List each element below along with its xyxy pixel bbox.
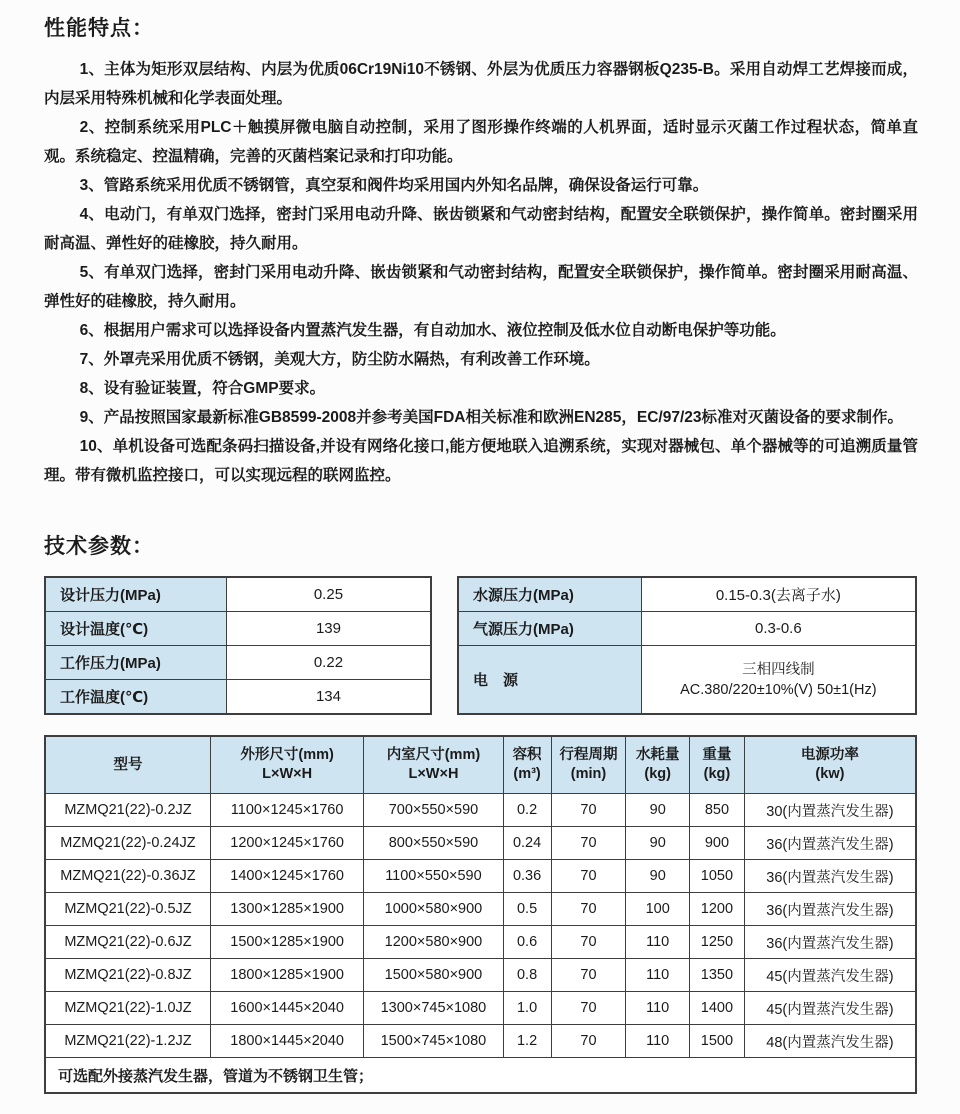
param-label: 工作压力(MPa)	[45, 646, 226, 680]
model-table-row	[45, 1025, 916, 1058]
param-row-power	[458, 646, 916, 715]
model-table-cell: MZMQ21(22)-1.2JZ	[45, 1025, 210, 1058]
model-table-cell: 110	[626, 1025, 690, 1058]
model-table-cell: 1300×745×1080	[364, 992, 503, 1025]
model-table-cell: 70	[551, 893, 626, 926]
param-value-power	[641, 646, 916, 715]
model-table-header-cell: 重量 (kg)	[689, 736, 744, 794]
model-table-cell: 70	[551, 794, 626, 827]
power-value-line-2: AC.380/220±10%(V) 50±1(Hz)	[680, 681, 877, 698]
feature-item-9: 9、产品按照国家最新标准GB8599-2008并参考美国FDA相关标准和欧洲EN285，EC/97/23标准对灭菌设备的要求制作。	[79, 409, 904, 426]
param-label: 电 源	[458, 646, 641, 715]
param-value: 0.3-0.6	[641, 612, 916, 646]
param-row	[45, 612, 431, 646]
model-table-footnote: 可选配外接蒸汽发生器，管道为不锈钢卫生管；	[45, 1058, 916, 1094]
model-table-cell: 70	[551, 992, 626, 1025]
model-table-cell: 70	[551, 959, 626, 992]
model-table-cell: 110	[626, 992, 690, 1025]
model-table-cell: 1500	[689, 1025, 744, 1058]
model-table-cell: 36(内置蒸汽发生器)	[744, 860, 916, 893]
model-table-row	[45, 794, 916, 827]
model-table-cell: 0.36	[503, 860, 551, 893]
param-value: 0.22	[226, 646, 431, 680]
model-table-header-cell: 行程周期 (min)	[551, 736, 626, 794]
param-label: 设计温度(℃)	[45, 612, 226, 646]
model-table-header-cell: 水耗量 (kg)	[626, 736, 690, 794]
param-tables	[44, 576, 918, 715]
model-table-cell: 48(内置蒸汽发生器)	[744, 1025, 916, 1058]
model-table-row	[45, 860, 916, 893]
model-table-cell: 1100×1245×1760	[210, 794, 363, 827]
model-table-row	[45, 893, 916, 926]
param-row	[458, 612, 916, 646]
model-table-cell: 1050	[689, 860, 744, 893]
model-table-header-row	[45, 736, 916, 794]
model-table-cell: 1500×580×900	[364, 959, 503, 992]
param-label: 气源压力(MPa)	[458, 612, 641, 646]
param-value: 139	[226, 612, 431, 646]
model-table-cell: MZMQ21(22)-0.6JZ	[45, 926, 210, 959]
model-table-cell: 90	[626, 860, 690, 893]
features-heading: 性能特点：	[44, 17, 154, 40]
model-table-cell: MZMQ21(22)-0.24JZ	[45, 827, 210, 860]
model-table-footnote-row	[45, 1058, 916, 1094]
model-table-cell: 70	[551, 926, 626, 959]
model-table-row	[45, 959, 916, 992]
model-table-header-cell: 电源功率 (kw)	[744, 736, 916, 794]
model-table-cell: 1400	[689, 992, 744, 1025]
model-table-cell: 1250	[689, 926, 744, 959]
model-table-cell: MZMQ21(22)-0.8JZ	[45, 959, 210, 992]
param-row	[45, 680, 431, 715]
feature-item-1: 1、主体为矩形双层结构、内层为优质06Cr19Ni10不锈钢、外层为优质压力容器钢板Q235-B。采用自动焊工艺焊接而成，内层采用特殊机械和化学表面处理。	[44, 61, 918, 107]
model-table-cell: MZMQ21(22)-0.2JZ	[45, 794, 210, 827]
model-table-header-cell: 外形尺寸(mm) L×W×H	[210, 736, 363, 794]
model-table-cell: 70	[551, 827, 626, 860]
model-table-cell: 1800×1285×1900	[210, 959, 363, 992]
power-value-line-1: 三相四线制	[742, 661, 815, 678]
feature-item-8: 8、设有验证装置，符合GMP要求。	[79, 380, 326, 397]
model-table-cell: 30(内置蒸汽发生器)	[744, 794, 916, 827]
model-table-cell: 0.8	[503, 959, 551, 992]
model-table-cell: MZMQ21(22)-1.0JZ	[45, 992, 210, 1025]
feature-item-2: 2、控制系统采用PLC＋触摸屏微电脑自动控制，采用了图形操作终端的人机界面，适时显示灭菌工作过程状态，简单直观。系统稳定、控温精确，完善的灭菌档案记录和打印功能。	[44, 119, 918, 165]
model-table-cell: 1500×1285×1900	[210, 926, 363, 959]
model-table-cell: MZMQ21(22)-0.36JZ	[45, 860, 210, 893]
model-table-cell: 0.24	[503, 827, 551, 860]
model-table-cell: 70	[551, 860, 626, 893]
model-table-cell: 1.0	[503, 992, 551, 1025]
model-spec-table	[44, 735, 917, 1094]
model-table-cell: 36(内置蒸汽发生器)	[744, 893, 916, 926]
model-table-cell: 1200×580×900	[364, 926, 503, 959]
model-table-cell: 1600×1445×2040	[210, 992, 363, 1025]
model-table-cell: 1500×745×1080	[364, 1025, 503, 1058]
param-table-left	[44, 576, 432, 715]
model-table-cell: 1350	[689, 959, 744, 992]
model-table-row	[45, 992, 916, 1025]
model-table-cell: 70	[551, 1025, 626, 1058]
param-row	[45, 646, 431, 680]
model-table-cell: 36(内置蒸汽发生器)	[744, 827, 916, 860]
model-table-cell: 1000×580×900	[364, 893, 503, 926]
model-table-header-cell: 型号	[45, 736, 210, 794]
model-table-cell: 700×550×590	[364, 794, 503, 827]
model-table-cell: 90	[626, 827, 690, 860]
model-table-cell: 110	[626, 926, 690, 959]
feature-item-4: 4、电动门，有单双门选择，密封门采用电动升降、嵌齿锁紧和气动密封结构，配置安全联锁保护，操作简单。密封圈采用耐高温、弹性好的硅橡胶，持久耐用。	[44, 206, 918, 252]
feature-item-10: 10、单机设备可选配条码扫描设备,并设有网络化接口,能方便地联入追溯系统，实现对器械包、单个器械等的可追溯质量管理。带有微机监控接口，可以实现远程的联网监控。	[44, 438, 918, 484]
model-table-cell: 1400×1245×1760	[210, 860, 363, 893]
model-table-cell: 800×550×590	[364, 827, 503, 860]
param-label: 水源压力(MPa)	[458, 577, 641, 612]
features-list	[44, 55, 918, 490]
param-value: 0.15-0.3(去离子水)	[641, 577, 916, 612]
model-table-cell: 1800×1445×2040	[210, 1025, 363, 1058]
model-table-cell: MZMQ21(22)-0.5JZ	[45, 893, 210, 926]
model-table-cell: 110	[626, 959, 690, 992]
model-table-cell: 100	[626, 893, 690, 926]
model-table-cell: 36(内置蒸汽发生器)	[744, 926, 916, 959]
feature-item-5: 5、有单双门选择，密封门采用电动升降、嵌齿锁紧和气动密封结构，配置安全联锁保护，操作简单。密封圈采用耐高温、弹性好的硅橡胶，持久耐用。	[44, 264, 918, 310]
model-table-cell: 0.5	[503, 893, 551, 926]
model-table-cell: 1200	[689, 893, 744, 926]
feature-item-3: 3、管路系统采用优质不锈钢管，真空泵和阀件均采用国内外知名品牌，确保设备运行可靠。	[79, 177, 709, 194]
model-table-cell: 1.2	[503, 1025, 551, 1058]
model-table-cell: 850	[689, 794, 744, 827]
model-table-header-cell: 内室尺寸(mm) L×W×H	[364, 736, 503, 794]
param-value: 134	[226, 680, 431, 715]
model-table-cell: 45(内置蒸汽发生器)	[744, 959, 916, 992]
param-label: 设计压力(MPa)	[45, 577, 226, 612]
param-table-right	[457, 576, 917, 715]
model-table-cell: 45(内置蒸汽发生器)	[744, 992, 916, 1025]
param-label: 工作温度(℃)	[45, 680, 226, 715]
feature-item-7: 7、外罩壳采用优质不锈钢，美观大方，防尘防水隔热，有利改善工作环境。	[79, 351, 600, 368]
model-table-cell: 90	[626, 794, 690, 827]
param-row	[458, 577, 916, 612]
specs-heading: 技术参数：	[44, 535, 154, 558]
model-table-row	[45, 827, 916, 860]
model-table-cell: 1300×1285×1900	[210, 893, 363, 926]
model-table-cell: 1100×550×590	[364, 860, 503, 893]
model-table-cell: 0.6	[503, 926, 551, 959]
param-row	[45, 577, 431, 612]
model-table-cell: 900	[689, 827, 744, 860]
model-table-row	[45, 926, 916, 959]
param-value: 0.25	[226, 577, 431, 612]
feature-item-6: 6、根据用户需求可以选择设备内置蒸汽发生器，有自动加水、液位控制及低水位自动断电保护等功能。	[79, 322, 786, 339]
model-table-cell: 0.2	[503, 794, 551, 827]
model-table-header-cell: 容积 (m³)	[503, 736, 551, 794]
model-table-body	[45, 794, 916, 1058]
model-table-cell: 1200×1245×1760	[210, 827, 363, 860]
